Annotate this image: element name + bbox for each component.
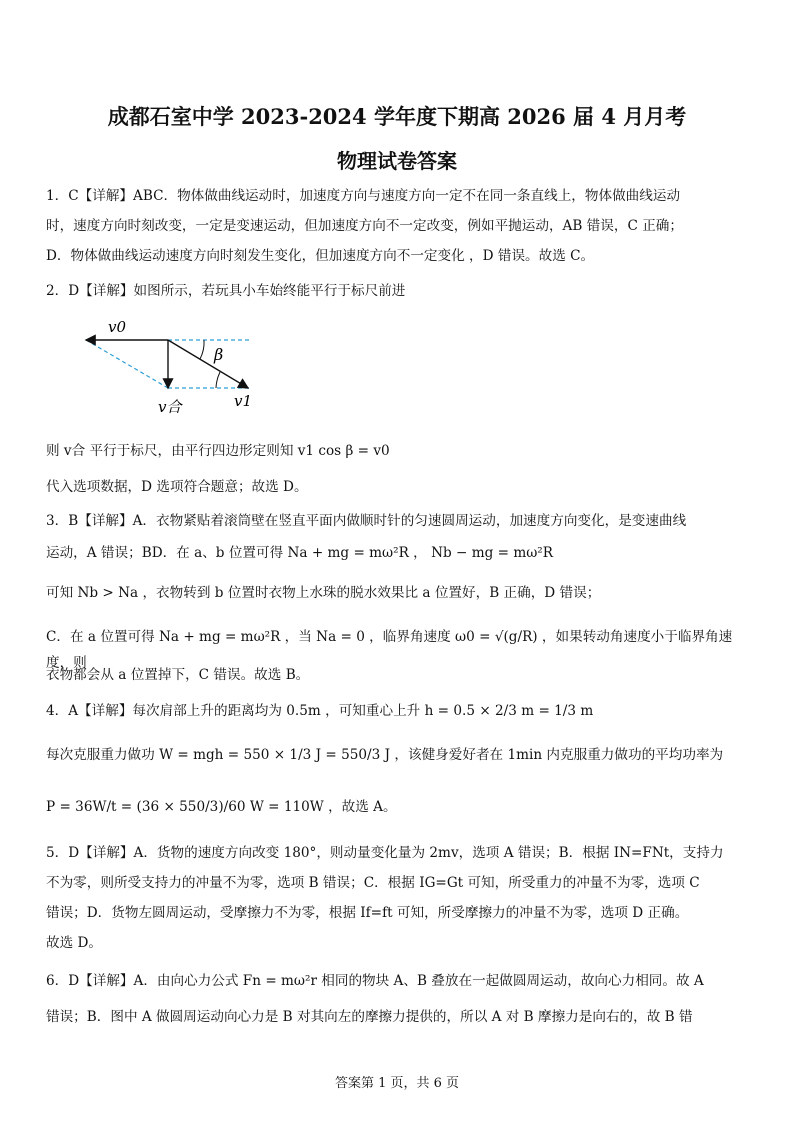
q3-line3: 可知 Nb > Na ，衣物转到 b 位置时衣物上水珠的脱水效果比 a 位置好，B 正确，D 错误；	[46, 585, 601, 601]
bottom-angle-arc	[216, 372, 220, 388]
q1-line3: D．物体做曲线运动速度方向时刻发生变化，但加速度方向不一定变化 ，D 错误。故选 C。	[46, 248, 595, 264]
q3-line5: 衣物都会从 a 位置掉下，C 错误。故选 B。	[46, 667, 310, 683]
q3-line4: C．在 a 位置可得 Na + mg = mω²R ，当 Na = 0 ，临界角速度 ω0 = √(g/R) ，如果转动角速度小于临界角速度，则	[46, 629, 733, 671]
q2-line1: 2．D【详解】如图所示，若玩具小车始终能平行于标尺前进	[46, 283, 406, 299]
v1-arrow	[168, 340, 248, 388]
q4-line1: 4．A【详解】每次肩部上升的距离均为 0.5m ，可知重心上升 h = 0.5 × 2/3 m = 1/3 m	[46, 703, 594, 719]
q2-line3: 代入选项数据，D 选项符合题意；故选 D。	[46, 479, 308, 495]
q5-line2: 不为零，则所受支持力的冲量不为零，选项 B 错误；C．根据 IG=Gt 可知，所受重力的冲量不为零，选项 C	[46, 875, 700, 891]
q5-line1: 5．D【详解】A．货物的速度方向改变 180°，则动量变化量为 2mv，选项 A 错误；B．根据 IN=FNt，支持力	[46, 845, 724, 861]
q6-line1: 6．D【详解】A．由向心力公式 Fn = mω²r 相同的物块 A、B 叠放在一起做圆周运动，故向心力相同。故 A	[46, 973, 704, 989]
page-subtitle: 物理试卷答案	[337, 149, 457, 173]
v1-label: v1	[234, 392, 253, 410]
beta-label: β	[214, 345, 224, 364]
beta-arc	[200, 340, 204, 359]
v0-label: v0	[108, 318, 127, 336]
q1-line1: 1．C【详解】ABC．物体做曲线运动时，加速度方向与速度方向一定不在同一条直线上，物体做曲线运动	[46, 188, 681, 204]
q6-line2: 错误；B．图中 A 做圆周运动向心力是 B 对其向左的摩擦力提供的，所以 A 对 B 摩擦力是向右的，故 B 错	[46, 1009, 693, 1025]
page-title: 成都石室中学 2023-2024 学年度下期高 2026 届 4 月月考	[107, 104, 687, 129]
q4-line2: 每次克服重力做功 W = mgh = 550 × 1/3 J = 550/3 J ，该健身爱好者在 1min 内克服重力做功的平均功率为	[46, 747, 724, 763]
q4-line3: P = 36W/t = (36 × 550/3)/60 W = 110W ，故选 A。	[46, 799, 397, 815]
q3-line1: 3．B【详解】A．衣物紧贴着滚筒壁在竖直平面内做顺时针的匀速圆周运动，加速度方向变化，是变速曲线	[46, 513, 687, 529]
q2-line2: 则 v合 平行于标尺，由平行四边形定则知 v1 cos β = v0	[46, 443, 390, 459]
vhe-label: v合	[158, 398, 182, 416]
dashed-diagonal-line	[86, 340, 168, 388]
q5-line3: 错误；D．货物左圆周运动，受摩擦力不为零，根据 If=ft 可知，所受摩擦力的冲量不为零，选项 D 正确。	[46, 905, 689, 921]
q3-line2: 运动，A 错误；BD．在 a、b 位置可得 Na + mg = mω²R ， Nb − mg = mω²R	[46, 545, 553, 561]
q1-line2: 时，速度方向时刻改变，一定是变速运动，但加速度方向不一定改变，例如平抛运动，AB 错误，C 正确；	[46, 218, 683, 234]
page-footer: 答案第 1 页，共 6 页	[334, 1076, 460, 1091]
velocity-diagram	[76, 312, 266, 422]
q5-line4: 故选 D。	[46, 935, 103, 951]
